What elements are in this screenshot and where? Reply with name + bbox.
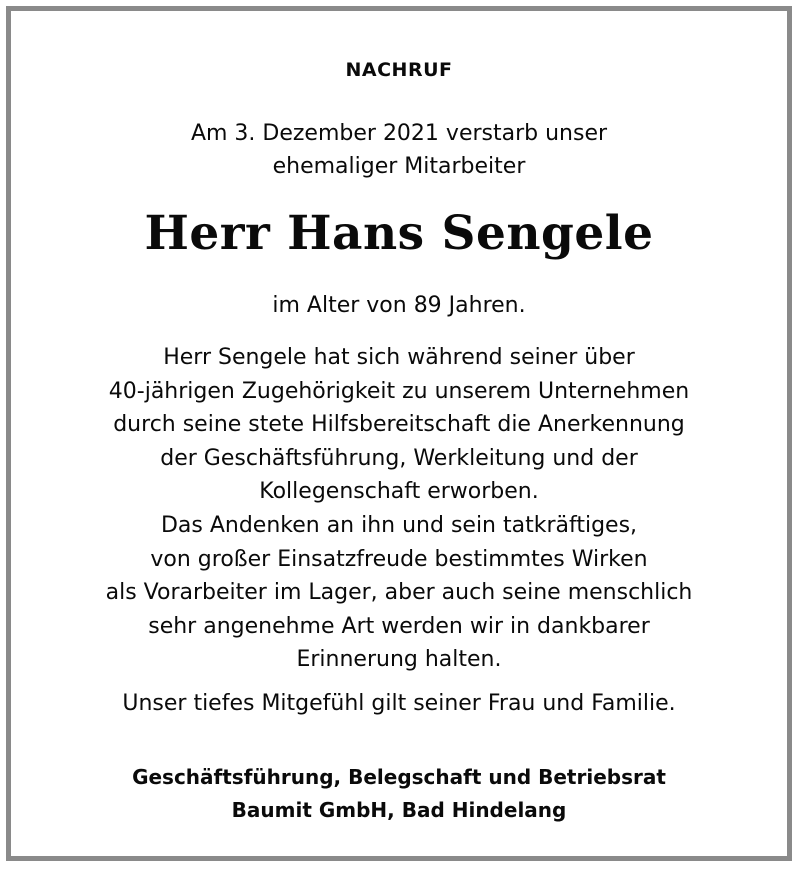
tribute-line: Herr Sengele hat sich während seiner über: [163, 345, 635, 370]
deceased-name: Herr Hans Sengele: [144, 206, 654, 261]
signature-line: Geschäftsführung, Belegschaft und Betriebsrat: [132, 765, 666, 789]
age-line: im Alter von 89 Jahren.: [272, 293, 526, 318]
tribute-line: der Geschäftsführung, Werkleitung und der: [160, 445, 638, 471]
intro-line: Am 3. Dezember 2021 verstarb unser: [190, 121, 608, 146]
condolence-line: Unser tiefes Mitgefühl gilt seiner Frau und Familie.: [122, 691, 676, 716]
notice-heading: NACHRUF: [345, 59, 453, 81]
tribute-line: Erinnerung halten.: [296, 647, 502, 673]
signature-block: [11, 761, 787, 827]
tribute-line: Das Andenken an ihn und sein tatkräftiges,: [160, 512, 638, 538]
tribute-line: 40-jährigen Zugehörigkeit zu unserem Unternehmen: [108, 378, 690, 404]
intro-text: [11, 117, 787, 183]
tribute-line: sehr angenehme Art werden wir in dankbarer: [148, 613, 650, 639]
tribute-line: Kollegenschaft erworben.: [259, 479, 539, 505]
tribute-line: durch seine stete Hilfsbereitschaft die Anerkennung: [113, 412, 685, 438]
tribute-line: von großer Einsatzfreude bestimmtes Wirken: [150, 546, 648, 572]
obituary-frame: [6, 6, 792, 861]
tribute-line: als Vorarbeiter im Lager, aber auch seine menschlich: [105, 580, 693, 606]
tribute-text: [11, 341, 787, 677]
signature-line: Baumit GmbH, Bad Hindelang: [231, 798, 567, 822]
intro-line: ehemaliger Mitarbeiter: [272, 154, 526, 179]
